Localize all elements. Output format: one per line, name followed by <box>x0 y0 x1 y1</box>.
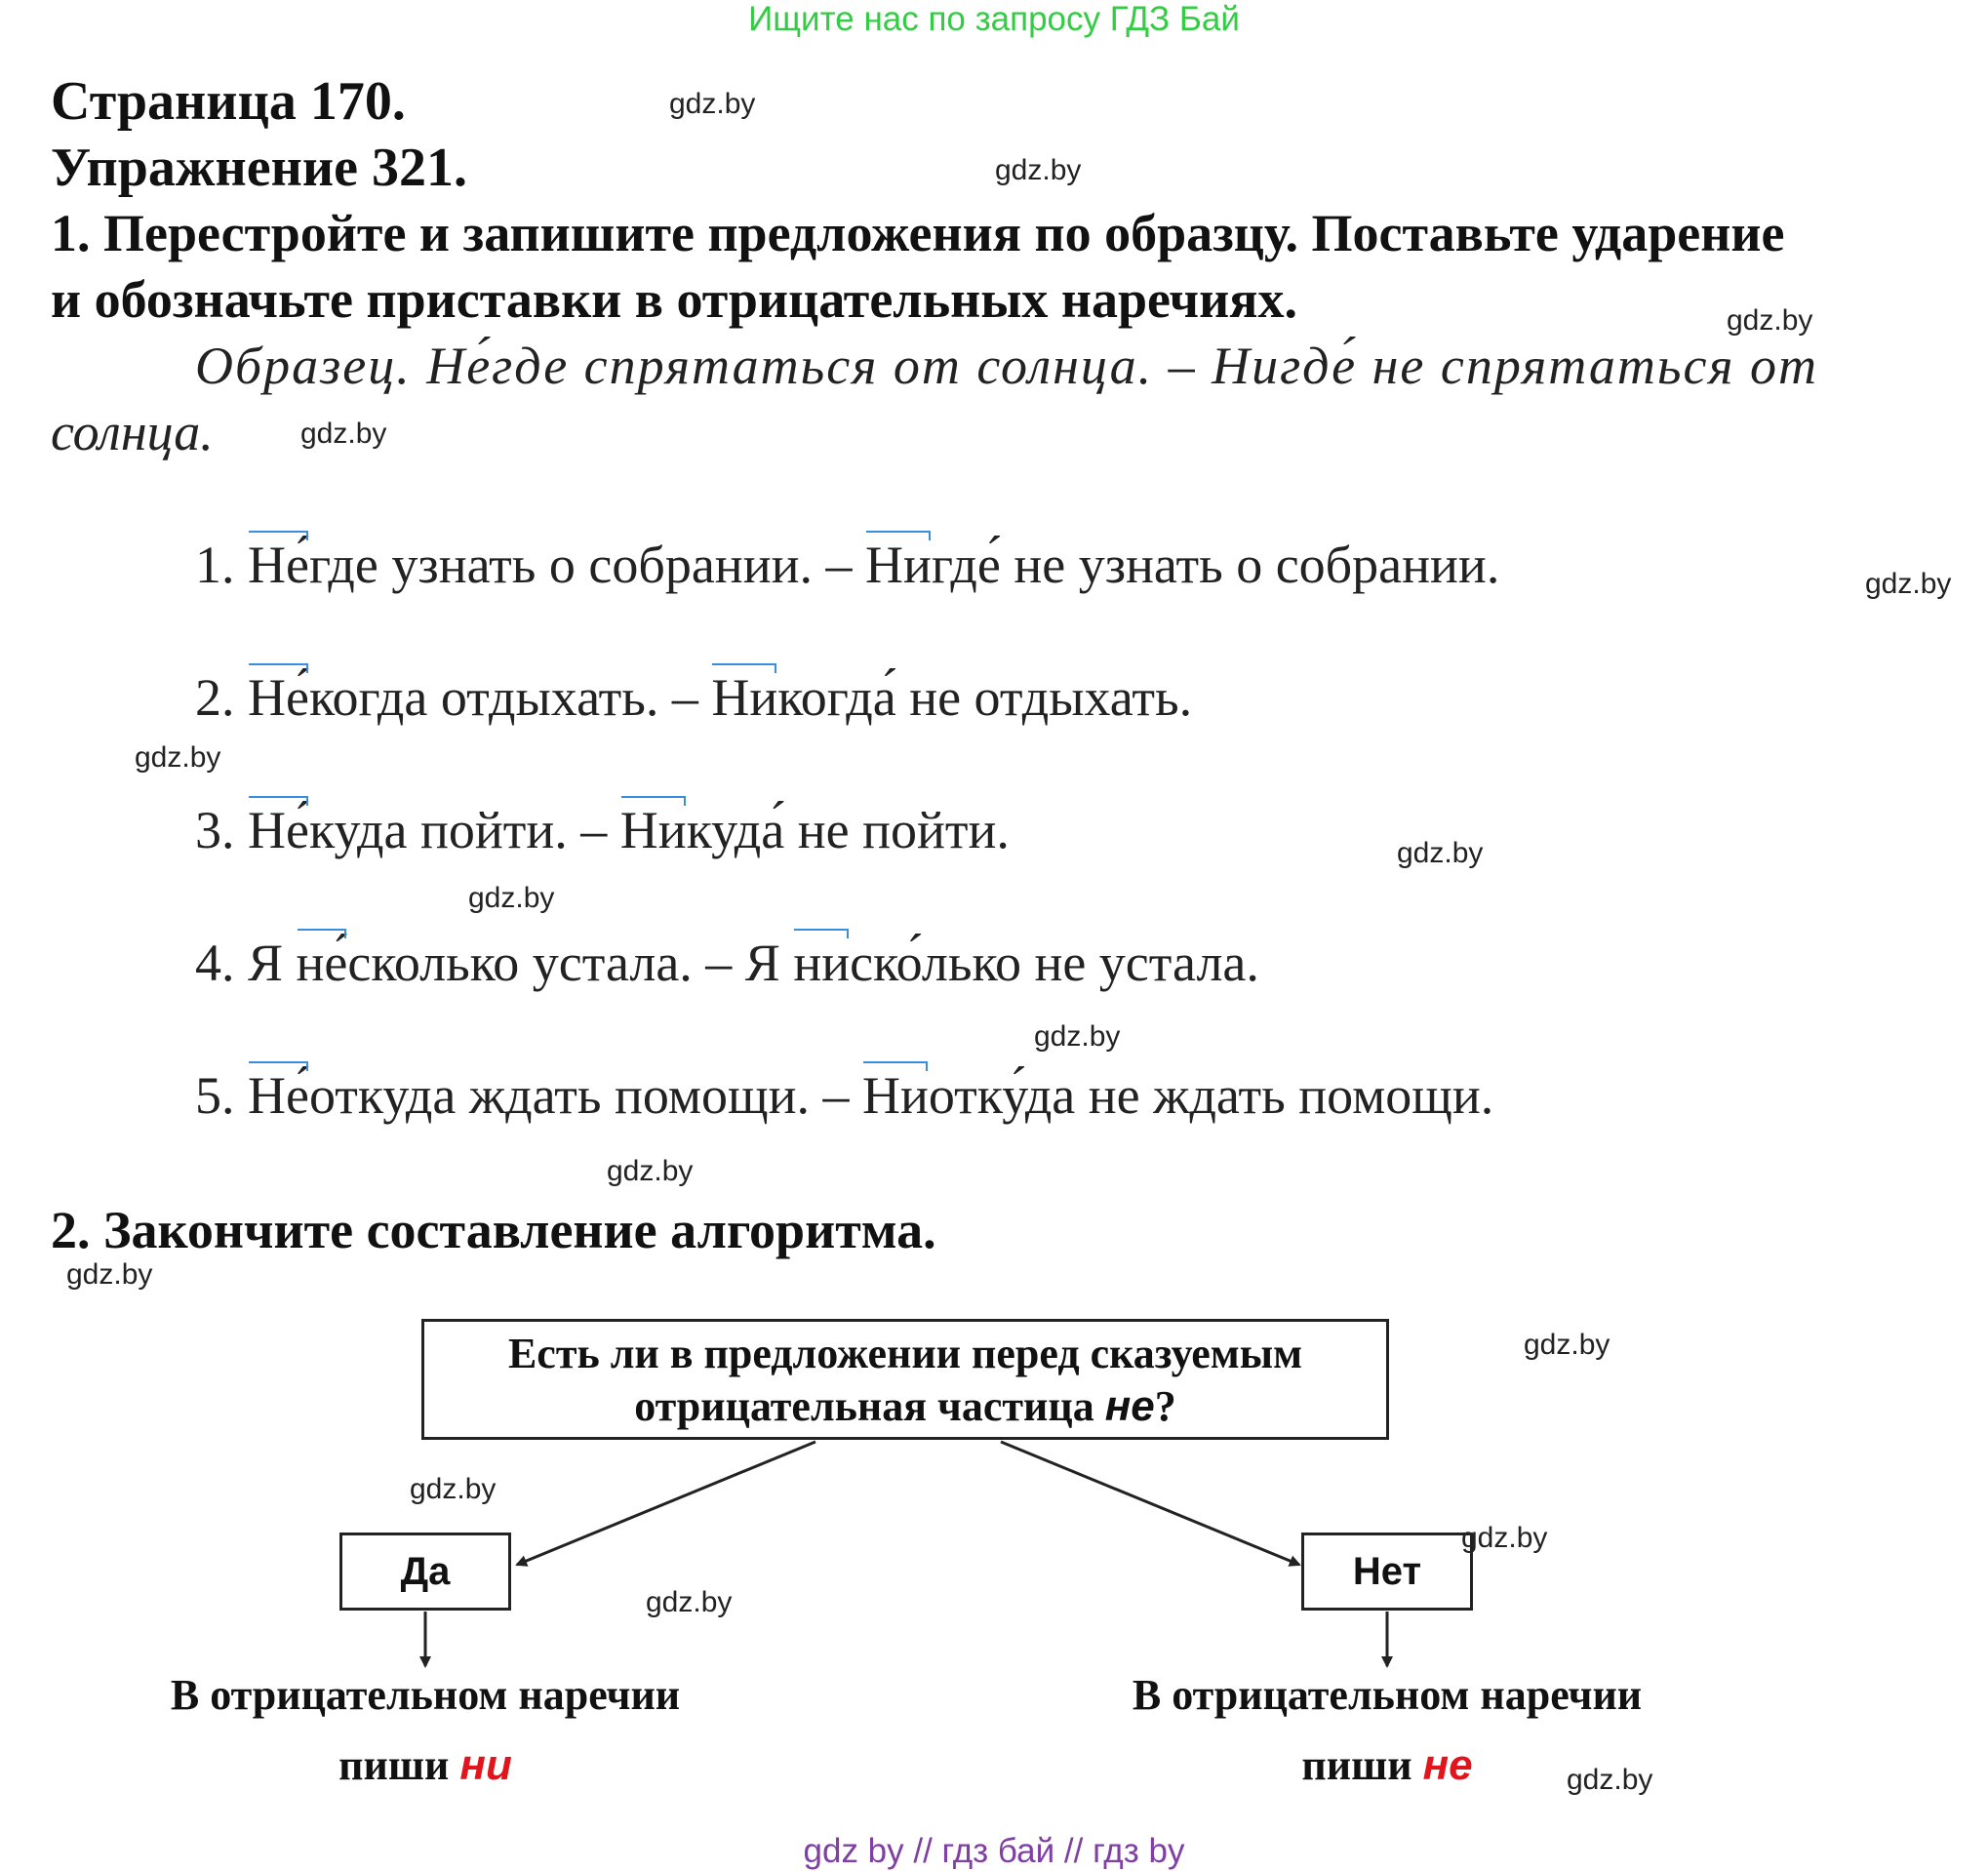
task1-instruction-line1: 1. Перестройте и запишите предложения по образцу. Поставьте ударение <box>51 204 1785 262</box>
prefix-ni: Ни <box>711 668 778 727</box>
answer-number: 3. <box>195 801 248 859</box>
watermark: gdz.by <box>646 1586 733 1618</box>
watermark: gdz.by <box>468 882 555 914</box>
left-result <box>94 1660 757 1801</box>
answer-number: 4. Я <box>195 934 297 992</box>
prefix-ni: Ни <box>861 1066 929 1125</box>
answer-rest: ско́лько не устала. <box>850 934 1259 992</box>
arrow-to-no <box>1001 1442 1299 1565</box>
answer-rest: откуда ждать помощи. – <box>308 1066 862 1125</box>
question-mark: ? <box>1154 1382 1176 1430</box>
page-title: Страница 170. <box>51 71 406 132</box>
watermark: gdz.by <box>607 1155 694 1187</box>
prefix-ne: Не́ <box>248 668 309 727</box>
task1-instruction-line2: и обозначьте приставки в отрицательных наречиях. <box>51 270 1297 329</box>
right-result-value: не <box>1422 1741 1473 1789</box>
answer-rest: когда отдыхать. – <box>308 668 712 727</box>
watermark: gdz.by <box>66 1258 153 1291</box>
right-result-line1: В отрицательном наречии <box>1132 1671 1643 1719</box>
prefix-ne: Не́ <box>248 536 309 594</box>
answer-rest: сколько устала. – Я <box>347 934 794 992</box>
answer-number: 5. <box>195 1066 248 1125</box>
sample-line2: солнца. <box>51 403 214 461</box>
answer-rest: отку́да не ждать помощи. <box>928 1066 1494 1125</box>
answer-number: 1. <box>195 536 248 594</box>
answer-rest: куда́ не пойти. <box>686 801 1010 859</box>
left-result-line2 <box>94 1731 757 1801</box>
watermark: gdz.by <box>995 154 1082 186</box>
bottom-banner: gdz by // гдз бай // гдз by <box>803 1832 1185 1870</box>
answer-rest: когда́ не отдыхать. <box>777 668 1193 727</box>
prefix-ni: Ни <box>865 536 932 594</box>
sample-line1: Образец. Не́где спрятаться от солнца. – Нигде́ не спрятаться от <box>195 337 1819 395</box>
question-particle: не <box>1104 1382 1155 1430</box>
prefix-ni: ни <box>793 934 851 992</box>
arrow-to-yes <box>517 1442 815 1565</box>
answer-rest: куда пойти. – <box>308 801 620 859</box>
watermark: gdz.by <box>1524 1329 1610 1361</box>
watermark: gdz.by <box>1865 568 1952 600</box>
watermark: gdz.by <box>1034 1020 1121 1053</box>
left-result-word: пиши <box>338 1741 460 1789</box>
left-result-line1: В отрицательном наречии <box>170 1671 681 1719</box>
no-box: Нет <box>1301 1533 1473 1611</box>
watermark: gdz.by <box>135 741 221 774</box>
answer-number: 2. <box>195 668 248 727</box>
answer-rest: где́ не узнать о собрании. <box>931 536 1500 594</box>
right-result-word: пиши <box>1301 1741 1423 1789</box>
question-line1: Есть ли в предложении перед сказуемым <box>507 1330 1303 1377</box>
prefix-ne: Не́ <box>248 801 309 859</box>
top-banner: Ищите нас по запросу ГДЗ Бай <box>748 0 1240 38</box>
exercise-title: Упражнение 321. <box>51 138 468 198</box>
prefix-ne: не́ <box>296 934 348 992</box>
watermark: gdz.by <box>1567 1764 1653 1796</box>
prefix-ne: Не́ <box>248 1066 309 1125</box>
prefix-ni: Ни <box>619 801 687 859</box>
answer-rest: где узнать о собрании. – <box>308 536 866 594</box>
watermark: gdz.by <box>1727 304 1813 337</box>
watermark: gdz.by <box>300 418 387 450</box>
watermark: gdz.by <box>1461 1522 1548 1554</box>
left-result-value: ни <box>459 1741 512 1789</box>
watermark: gdz.by <box>1397 837 1484 869</box>
watermark: gdz.by <box>669 88 756 120</box>
task2-title: 2. Закончите составление алгоритма. <box>51 1201 936 1259</box>
watermark: gdz.by <box>410 1473 497 1505</box>
question-text: отрицательная частица <box>634 1382 1105 1430</box>
yes-box: Да <box>339 1533 511 1611</box>
